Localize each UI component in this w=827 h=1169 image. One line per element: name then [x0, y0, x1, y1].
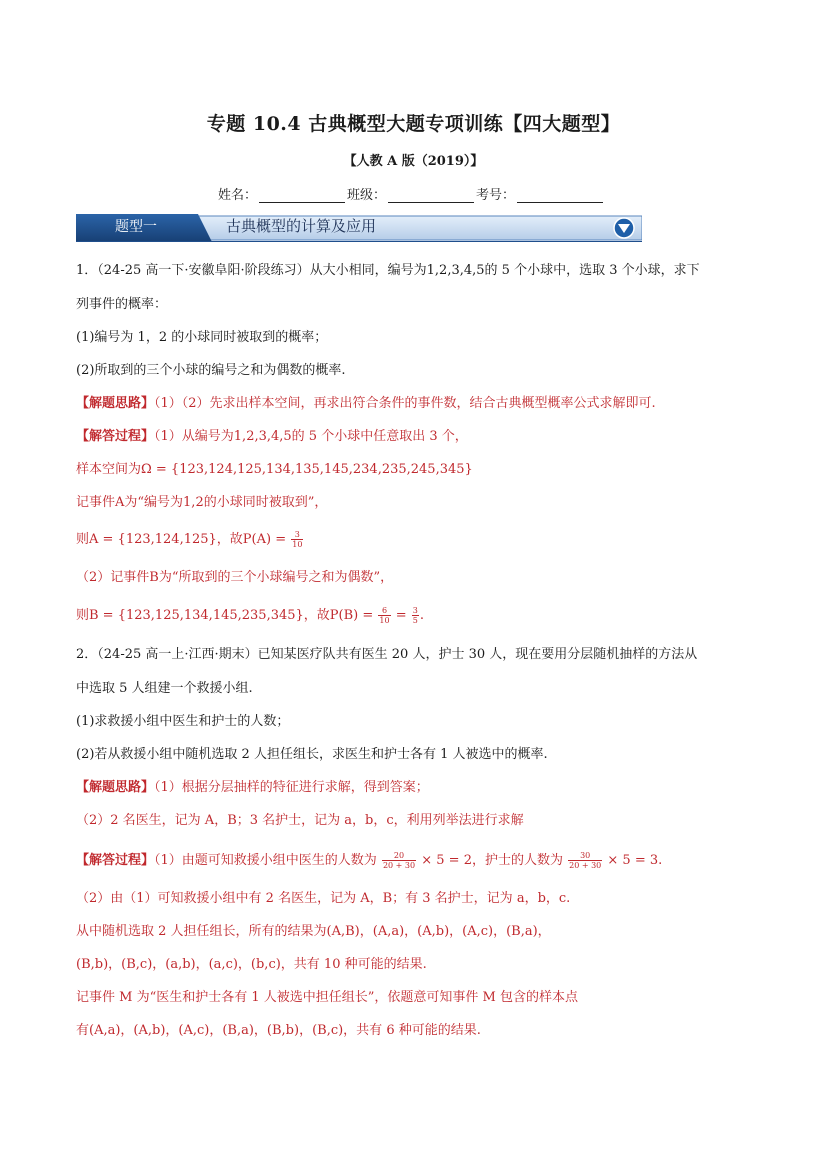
section-title: 古典概型的计算及应用 [226, 217, 377, 235]
problem2-question2: (2)若从救援小组中随机选取 2 人担任组长，求医生和护士各有 1 人被选中的概率. [76, 747, 548, 762]
hint-tag: 【解题思路】 [76, 396, 155, 411]
doctor-fraction: $\frac{20}{20 + 30}$ [382, 851, 416, 870]
name-blank[interactable] [259, 187, 345, 203]
eventB-text: 则B = {123,125,134,145,235,345}，故P(B) = [76, 608, 374, 623]
problem1-question2: (2)所取到的三个小球的编号之和为偶数的概率. [76, 363, 346, 378]
hint-text: （1）（2）先求出样本空间，再求出符合条件的事件数，结合古典概型概率公式求解即可. [154, 396, 656, 411]
eventA-fraction: $\frac{3}{10}$ [292, 530, 303, 549]
problem2-hint-line2: （2）2 名医生，记为 A，B；3 名护士，记为 a，b，c，利用列举法进行求解 [76, 813, 524, 828]
process-text: （1）从编号为1,2,3,4,5的 5 个小球中任意取出 3 个， [154, 429, 468, 444]
problem1-stem-line1: 1．（24-25 高一下·安徽阜阳·阶段练习）从大小相同，编号为1,2,3,4,5的 5 个小球中，选取 3 个小球，求下 [76, 263, 700, 278]
nurse-result: × 5 = 3. [607, 853, 663, 868]
problem2-process-line2: （2）由（1）可知救援小组中有 2 名医生，记为 A，B；有 3 名护士，记为 a，b，c. [76, 891, 571, 906]
student-info-line [218, 184, 605, 203]
problem2-hint-line1 [76, 779, 429, 797]
problem1-question1: (1)编号为 1，2 的小球同时被取到的概率； [76, 330, 328, 345]
problem1-eventA-probability [76, 530, 304, 549]
doctor-result: × 5 = 2，护士的人数为 [421, 853, 563, 868]
hint-text: （1）根据分层抽样的特征进行求解，得到答案； [154, 780, 429, 795]
eventB-period: . [419, 608, 425, 623]
problem2-question1: (1)求救援小组中医生和护士的人数； [76, 714, 290, 729]
eventB-fraction2: $\frac{3}{5}$ [412, 606, 418, 625]
eventB-equals: = [395, 608, 407, 623]
exam-no-label: 考号： [476, 188, 516, 203]
eventA-text: 则A = {123,124,125}，故P(A) = [76, 532, 287, 547]
eventB-fraction1: $\frac{6}{10}$ [379, 606, 390, 625]
problem2-process-line5: 记事件 M 为“医生和护士各有 1 人被选中担任组长”，依题意可知事件 M 包含的样本点 [76, 990, 578, 1005]
chevron-down-icon[interactable] [613, 217, 635, 239]
problem2-process-line3: 从中随机选取 2 人担任组长，所有的结果为(A,B)，(A,a)，(A,b)，(A,c)，(B,a)， [76, 924, 551, 939]
class-label: 班级： [347, 188, 387, 203]
problem1-eventB-definition: （2）记事件B为“所取到的三个小球编号之和为偶数”， [76, 570, 394, 585]
document-subtitle: 【人教 A 版（2019）】 [343, 154, 484, 169]
problem2-process-line1 [76, 851, 662, 870]
problem1-sample-space: 样本空间为Ω = {123,124,125,134,135,145,234,235,245,345} [76, 462, 473, 477]
process-tag: 【解答过程】 [76, 853, 155, 868]
section-banner [76, 214, 642, 242]
problem2-process-line6: 有(A,a)，(A,b)，(A,c)，(B,a)，(B,b)，(B,c)，共有 6 种可能的结果. [76, 1023, 481, 1038]
problem2-process-line4: (B,b)，(B,c)，(a,b)，(a,c)，(b,c)，共有 10 种可能的结果. [76, 957, 427, 972]
problem1-stem-line2: 列事件的概率： [76, 297, 168, 312]
problem2-stem-line2: 中选取 5 人组建一个救援小组. [76, 681, 253, 696]
problem1-eventB-probability [76, 606, 424, 625]
problem1-process-line1 [76, 428, 468, 446]
hint-tag: 【解题思路】 [76, 780, 155, 795]
problem1-eventA-definition: 记事件A为“编号为1,2的小球同时被取到”， [76, 495, 328, 510]
process-tag: 【解答过程】 [76, 429, 155, 444]
problem2-stem-line1: 2．（24-25 高一上·江西·期末）已知某医疗队共有医生 20 人，护士 30 人，现在要用分层随机抽样的方法从 [76, 647, 698, 662]
document-title: 专题 10.4 古典概型大题专项训练【四大题型】 [206, 113, 621, 135]
class-blank[interactable] [388, 187, 474, 203]
process-text: （1）由题可知救援小组中医生的人数为 [154, 853, 377, 868]
exam-no-blank[interactable] [517, 187, 603, 203]
problem1-hint [76, 395, 656, 413]
nurse-fraction: $\frac{30}{20 + 30}$ [569, 851, 602, 870]
name-label: 姓名： [218, 188, 258, 203]
section-label: 题型一 [115, 219, 157, 235]
